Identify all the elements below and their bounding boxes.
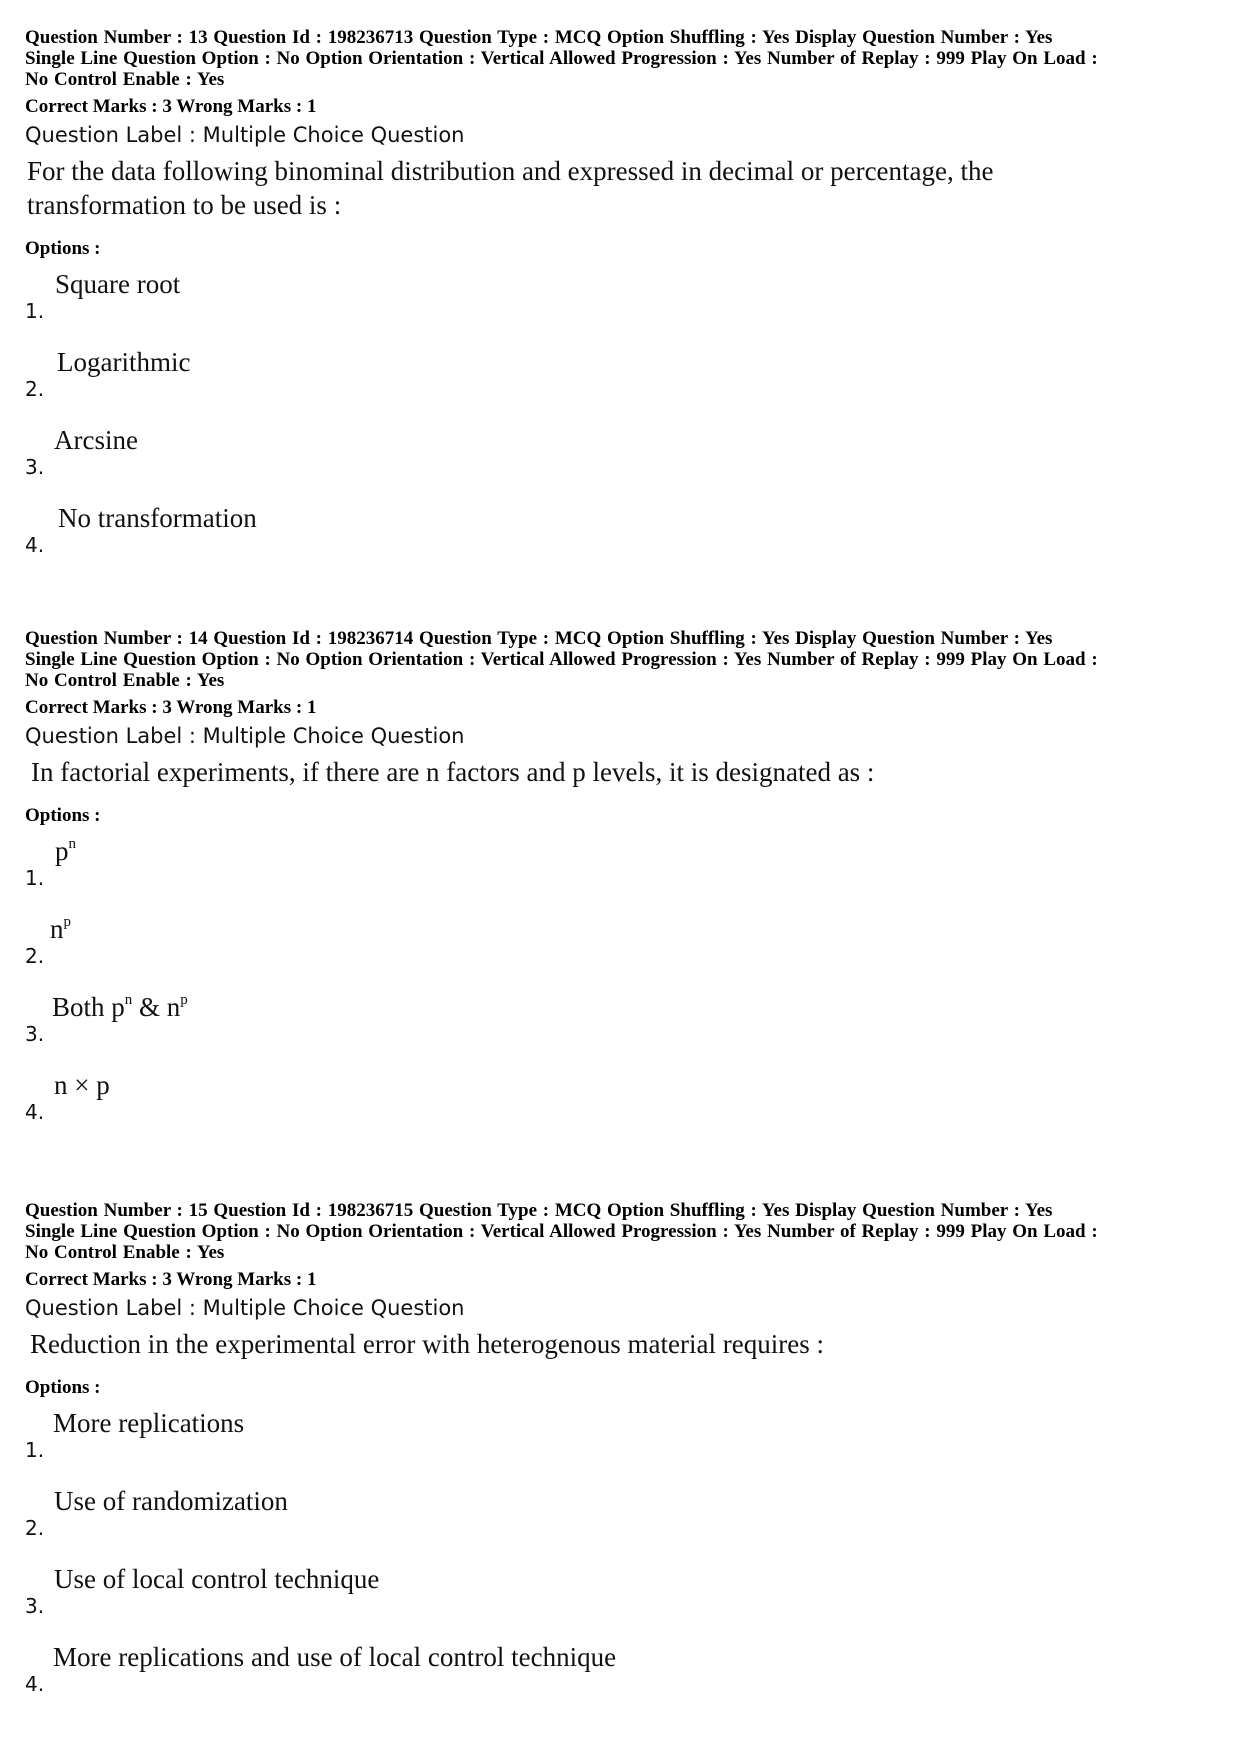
option-number: 4.	[25, 533, 45, 557]
option-text: n × p	[54, 1070, 110, 1100]
option-3	[25, 989, 1220, 1067]
metadata-line: No Control Enable : Yes	[25, 670, 225, 691]
option-text	[50, 913, 71, 945]
option-4	[25, 500, 1220, 578]
option-text: Use of randomization	[54, 1486, 288, 1516]
question-text-line: In factorial experiments, if there are n factors and p levels, it is designated as :	[31, 757, 875, 787]
question-label: Question Label : Multiple Choice Question	[25, 123, 465, 147]
option-1	[25, 266, 1220, 344]
option-exponent: p	[63, 914, 71, 930]
question-metadata	[25, 1200, 1220, 1263]
metadata-line: Question Number : 13 Question Id : 198236713 Question Type : MCQ Option Shuffling : Yes Display Question Number : Yes	[25, 27, 1053, 48]
question-metadata	[25, 628, 1220, 691]
option-number: 4.	[25, 1672, 45, 1696]
options-heading: Options :	[25, 238, 101, 259]
option-number: 3.	[25, 1594, 45, 1618]
question-metadata	[25, 27, 1220, 90]
question-block-14	[25, 628, 1220, 1145]
metadata-line: Single Line Question Option : No Option Orientation : Vertical Allowed Progression : Yes Number of Replay : 999 Play On Load :	[25, 48, 1098, 69]
option-3	[25, 1561, 1220, 1639]
metadata-line: Single Line Question Option : No Option Orientation : Vertical Allowed Progression : Yes Number of Replay : 999 Play On Load :	[25, 1221, 1098, 1242]
options-list	[25, 266, 1220, 578]
marks-line: Correct Marks : 3 Wrong Marks : 1	[25, 697, 317, 718]
option-exponent: n	[124, 992, 133, 1008]
option-text: No transformation	[58, 503, 257, 533]
option-number: 2.	[25, 944, 45, 968]
question-text-line: transformation to be used is :	[27, 190, 342, 220]
options-heading: Options :	[25, 1377, 101, 1398]
option-2	[25, 1483, 1220, 1561]
option-exponent: p	[180, 992, 188, 1008]
option-number: 4.	[25, 1100, 45, 1124]
option-1	[25, 1405, 1220, 1483]
option-base: n	[166, 992, 181, 1022]
metadata-line: No Control Enable : Yes	[25, 1242, 225, 1263]
option-text: Arcsine	[54, 425, 138, 455]
option-prefix: Both	[52, 992, 112, 1022]
option-2	[25, 911, 1220, 989]
options-list	[25, 1405, 1220, 1717]
option-text: Square root	[55, 269, 181, 299]
option-number: 1.	[25, 299, 45, 323]
option-base: p	[55, 836, 69, 866]
question-block-15	[25, 1200, 1220, 1717]
option-text: Logarithmic	[57, 347, 191, 377]
metadata-line: Single Line Question Option : No Option Orientation : Vertical Allowed Progression : Yes Number of Replay : 999 Play On Load :	[25, 649, 1098, 670]
question-label: Question Label : Multiple Choice Question	[25, 724, 465, 748]
option-text	[55, 835, 76, 867]
question-text	[30, 1327, 1220, 1361]
option-3	[25, 422, 1220, 500]
option-connector: &	[132, 992, 167, 1022]
option-text	[52, 991, 188, 1023]
question-text	[31, 755, 1220, 789]
options-heading: Options :	[25, 805, 101, 826]
question-block-13	[25, 27, 1220, 578]
option-text: More replications	[53, 1408, 245, 1438]
option-1	[25, 833, 1220, 911]
options-list	[25, 833, 1220, 1145]
option-number: 2.	[25, 377, 45, 401]
marks-line: Correct Marks : 3 Wrong Marks : 1	[25, 1269, 317, 1290]
marks-line: Correct Marks : 3 Wrong Marks : 1	[25, 96, 317, 117]
metadata-line: No Control Enable : Yes	[25, 69, 225, 90]
option-number: 3.	[25, 455, 45, 479]
metadata-line: Question Number : 14 Question Id : 198236714 Question Type : MCQ Option Shuffling : Yes Display Question Number : Yes	[25, 628, 1053, 649]
option-number: 1.	[25, 1438, 45, 1462]
option-base: p	[111, 992, 125, 1022]
option-number: 3.	[25, 1022, 45, 1046]
option-4	[25, 1067, 1220, 1145]
option-text: More replications and use of local control technique	[53, 1642, 617, 1672]
metadata-line: Question Number : 15 Question Id : 198236715 Question Type : MCQ Option Shuffling : Yes Display Question Number : Yes	[25, 1200, 1053, 1221]
option-2	[25, 344, 1220, 422]
option-text: Use of local control technique	[54, 1564, 380, 1594]
option-base: n	[50, 914, 64, 944]
option-4	[25, 1639, 1220, 1717]
option-exponent: n	[68, 836, 76, 852]
question-text	[27, 154, 1220, 222]
question-text-line: For the data following binominal distribution and expressed in decimal or percentage, the	[27, 156, 994, 186]
question-label: Question Label : Multiple Choice Question	[25, 1296, 465, 1320]
question-text-line: Reduction in the experimental error with heterogenous material requires :	[30, 1329, 824, 1359]
option-number: 2.	[25, 1516, 45, 1540]
option-number: 1.	[25, 866, 45, 890]
